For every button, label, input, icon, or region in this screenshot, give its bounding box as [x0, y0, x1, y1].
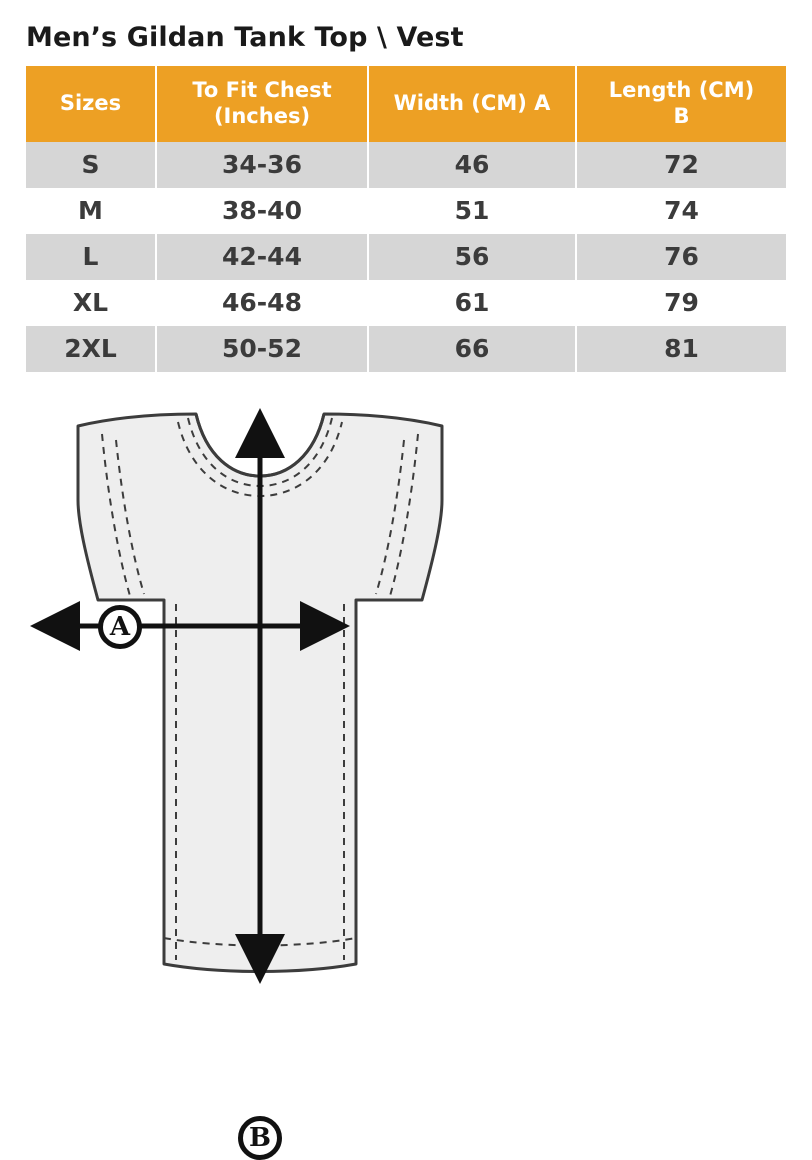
cell-width: 56 [368, 234, 576, 280]
column-header-length [576, 66, 786, 142]
cell-size: XL [26, 280, 156, 326]
cell-length: 79 [576, 280, 786, 326]
cell-length: 72 [576, 142, 786, 188]
cell-length: 76 [576, 234, 786, 280]
cell-chest: 50-52 [156, 326, 368, 372]
measure-marker-a: A [98, 605, 142, 649]
table-header-row [26, 66, 786, 142]
cell-width: 66 [368, 326, 576, 372]
column-header-chest-line1: To Fit Chest [192, 78, 332, 102]
table-header [26, 66, 786, 142]
page-title: Men’s Gildan Tank Top \ Vest [26, 22, 464, 53]
column-header-chest-line2: (Inches) [213, 104, 311, 129]
garment-diagram [0, 404, 812, 1153]
cell-chest: 42-44 [156, 234, 368, 280]
cell-chest: 34-36 [156, 142, 368, 188]
table-row [26, 280, 786, 326]
cell-size: M [26, 188, 156, 234]
cell-chest: 38-40 [156, 188, 368, 234]
cell-size: S [26, 142, 156, 188]
table-row [26, 326, 786, 372]
column-header-sizes-line1: Sizes [59, 91, 122, 116]
table-row [26, 188, 786, 234]
cell-width: 61 [368, 280, 576, 326]
cell-width: 46 [368, 142, 576, 188]
tank-top-illustration [0, 404, 812, 1000]
column-header-chest [156, 66, 368, 142]
column-header-length-line1: Length (CM) [608, 78, 755, 102]
cell-size: L [26, 234, 156, 280]
table-row [26, 142, 786, 188]
column-header-length-line2: B [673, 104, 690, 129]
column-header-sizes [26, 66, 156, 142]
cell-size: 2XL [26, 326, 156, 372]
table-row [26, 234, 786, 280]
column-header-width-line1: Width (CM) A [393, 91, 551, 116]
cell-length: 74 [576, 188, 786, 234]
table-body [26, 142, 786, 372]
cell-length: 81 [576, 326, 786, 372]
cell-chest: 46-48 [156, 280, 368, 326]
size-chart-table [26, 66, 786, 372]
column-header-width [368, 66, 576, 142]
measure-marker-b: B [238, 1116, 282, 1160]
cell-width: 51 [368, 188, 576, 234]
